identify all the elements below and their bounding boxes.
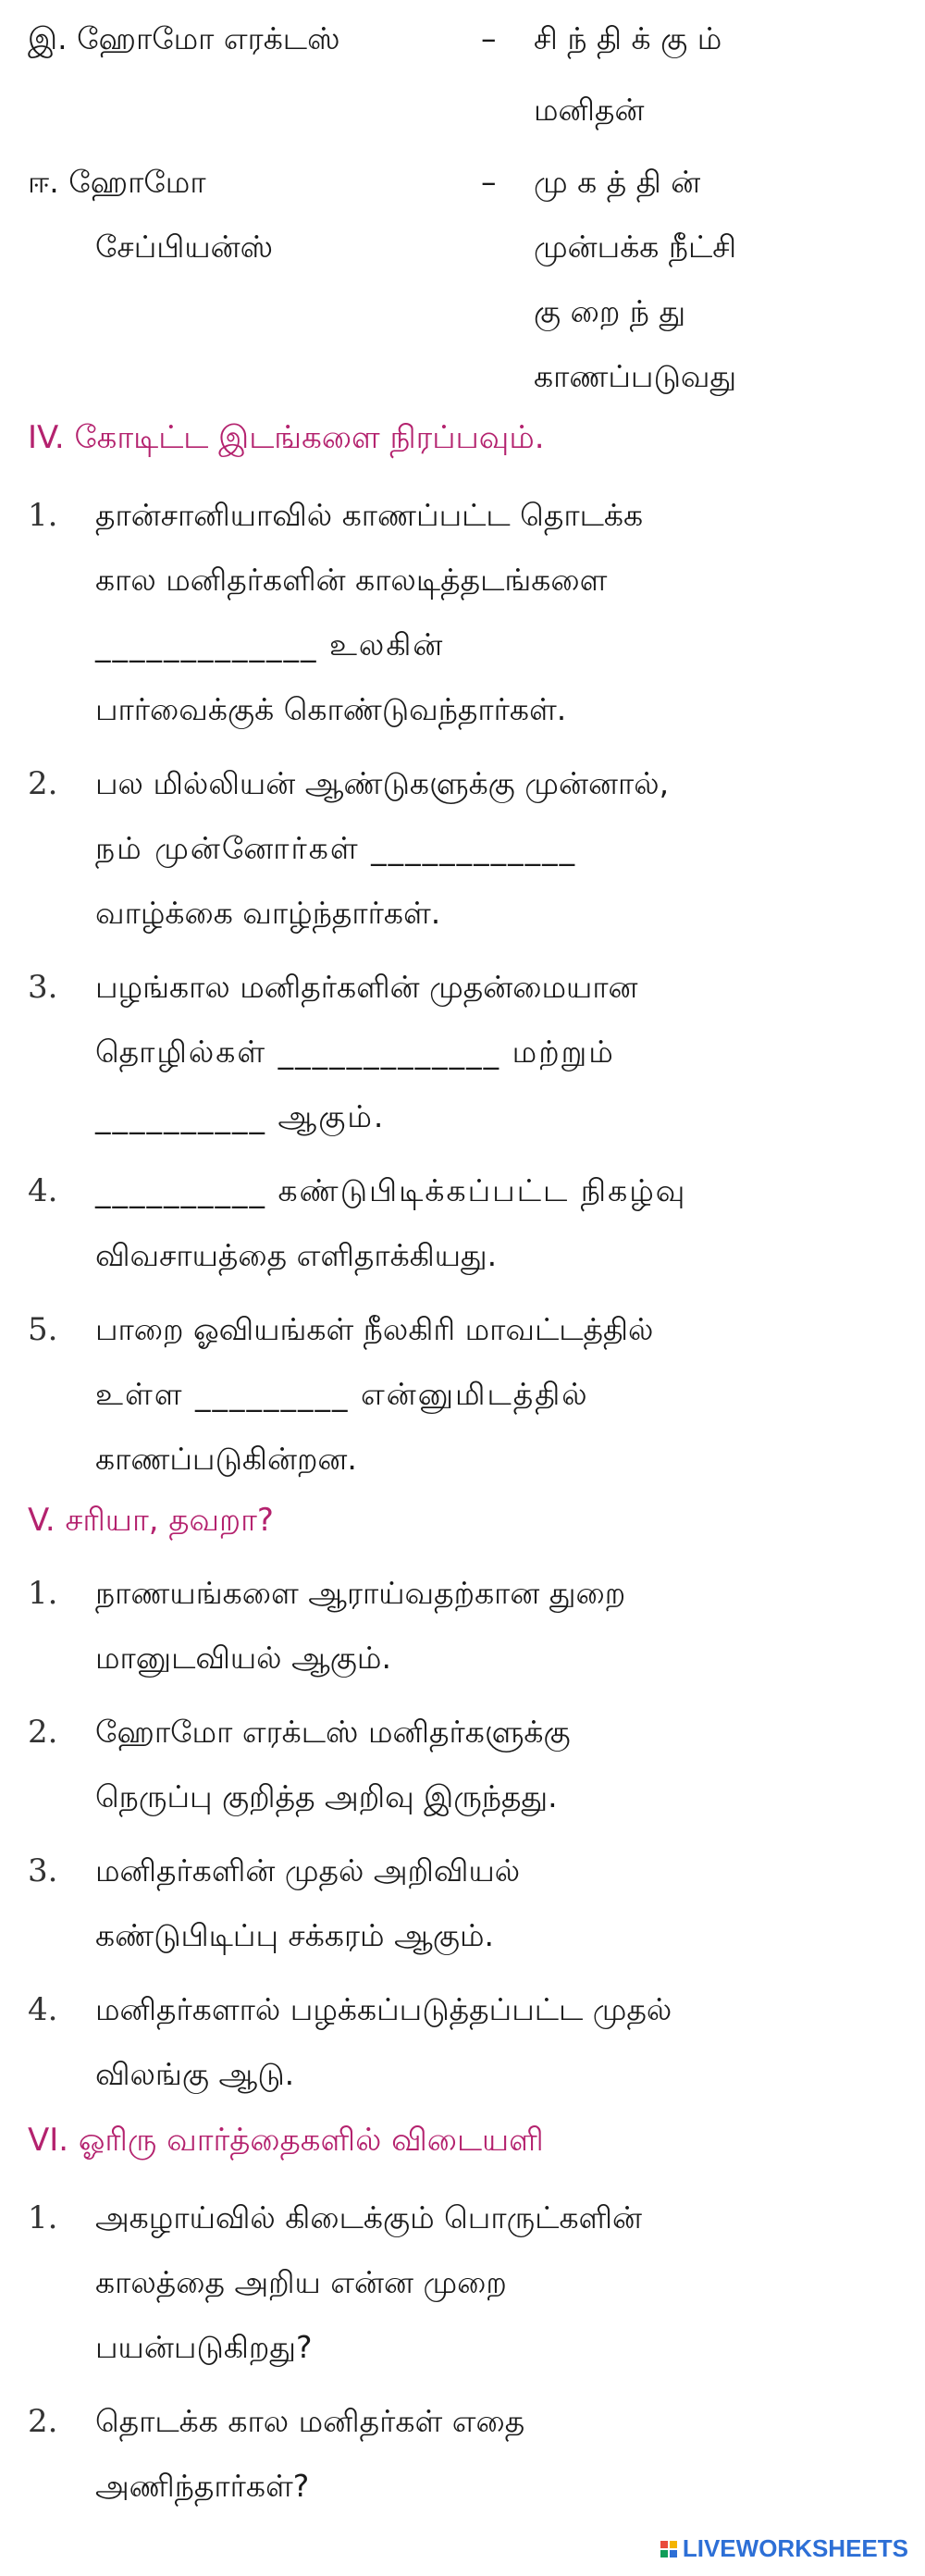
match-row-dash: – — [481, 164, 497, 200]
item-text-line: நெருப்பு குறித்த அறிவு இருந்தது. — [95, 1778, 558, 1814]
item-text-line: மானுடவியல் ஆகும். — [95, 1640, 391, 1676]
item-text-line: _____________ உலகின் — [95, 626, 445, 663]
item-number: 1. — [28, 497, 58, 534]
match-row-label: இ. ஹோமோ எரக்டஸ் — [28, 20, 340, 56]
item-number: 1. — [28, 1575, 58, 1612]
item-number: 3. — [28, 969, 58, 1006]
match-row-answer-line: மனிதன் — [534, 92, 645, 128]
match-row-answer-line: மு க த் தி ன் — [534, 164, 701, 200]
item-text-line: பழங்கால மனிதர்களின் முதன்மையான — [95, 969, 638, 1005]
item-text-line: அணிந்தார்கள்? — [95, 2468, 310, 2504]
item-text-line: விவசாயத்தை எளிதாக்கியது. — [95, 1237, 498, 1273]
item-number: 1. — [28, 2199, 58, 2236]
item-number: 4. — [28, 1991, 58, 2028]
item-text-line: அகழாய்வில் கிடைக்கும் பொருட்களின் — [95, 2199, 643, 2235]
item-text-line: பாறை ஓவியங்கள் நீலகிரி மாவட்டத்தில் — [95, 1311, 654, 1347]
item-text-line: விலங்கு ஆடு. — [95, 2056, 295, 2092]
item-text-line: தொழில்கள் _____________ மற்றும் — [95, 1034, 615, 1070]
item-text-line: நம் முன்னோர்கள் ____________ — [95, 830, 577, 866]
match-row-answer-line: கு றை ந் து — [534, 293, 686, 329]
item-text-line: பயன்படுகிறது? — [95, 2329, 313, 2365]
item-number: 4. — [28, 1172, 58, 1209]
item-text-line: ஹோமோ எரக்டஸ் மனிதர்களுக்கு — [95, 1714, 571, 1750]
match-row-answer-line: காணப்படுவது — [534, 358, 737, 394]
item-number: 2. — [28, 765, 58, 802]
item-text-line: பல மில்லியன் ஆண்டுகளுக்கு முன்னால், — [95, 765, 670, 801]
match-row-dash: – — [481, 20, 497, 56]
item-number: 2. — [28, 1714, 58, 1751]
section-heading: V. சரியா, தவறா? — [28, 1502, 274, 1539]
item-text-line: கால மனிதர்களின் காலடித்தடங்களை — [95, 562, 608, 598]
item-text-line: தொடக்க கால மனிதர்கள் எதை — [95, 2403, 525, 2439]
item-number: 5. — [28, 1311, 58, 1348]
item-text-line: காணப்படுகின்றன. — [95, 1441, 357, 1477]
liveworksheets-logo — [660, 2534, 908, 2563]
liveworksheets-logo-icon — [660, 2541, 677, 2557]
item-text-line: __________ கண்டுபிடிக்கப்பட்ட நிகழ்வு — [95, 1172, 687, 1208]
item-number: 2. — [28, 2403, 58, 2440]
section-heading: VI. ஓரிரு வார்த்தைகளில் விடையளி — [28, 2122, 544, 2159]
liveworksheets-logo-text: LIVEWORKSHEETS — [682, 2534, 908, 2562]
match-row-answer-line: முன்பக்க நீட்சி — [534, 229, 737, 265]
item-text-line: மனிதர்களால் பழக்கப்படுத்தப்பட்ட முதல் — [95, 1991, 672, 2027]
item-number: 3. — [28, 1852, 58, 1889]
item-text-line: பார்வைக்குக் கொண்டுவந்தார்கள். — [95, 691, 567, 727]
section-heading: IV. கோடிட்ட இடங்களை நிரப்பவும். — [28, 419, 545, 456]
item-text-line: வாழ்க்கை வாழ்ந்தார்கள். — [95, 895, 441, 931]
item-text-line: உள்ள _________ என்னுமிடத்தில் — [95, 1376, 589, 1412]
item-text-line: __________ ஆகும். — [95, 1098, 386, 1134]
item-text-line: காலத்தை அறிய என்ன முறை — [95, 2264, 507, 2300]
match-row-label: சேப்பியன்ஸ் — [95, 229, 274, 265]
item-text-line: நாணயங்களை ஆராய்வதற்கான துறை — [95, 1575, 626, 1611]
item-text-line: மனிதர்களின் முதல் அறிவியல் — [95, 1852, 521, 1889]
match-row-answer-line: சி ந் தி க் கு ம் — [534, 20, 722, 56]
match-row-label: ஈ. ஹோமோ — [28, 164, 206, 200]
item-text-line: கண்டுபிடிப்பு சக்கரம் ஆகும். — [95, 1917, 495, 1953]
item-text-line: தான்சானியாவில் காணப்பட்ட தொடக்க — [95, 497, 644, 533]
